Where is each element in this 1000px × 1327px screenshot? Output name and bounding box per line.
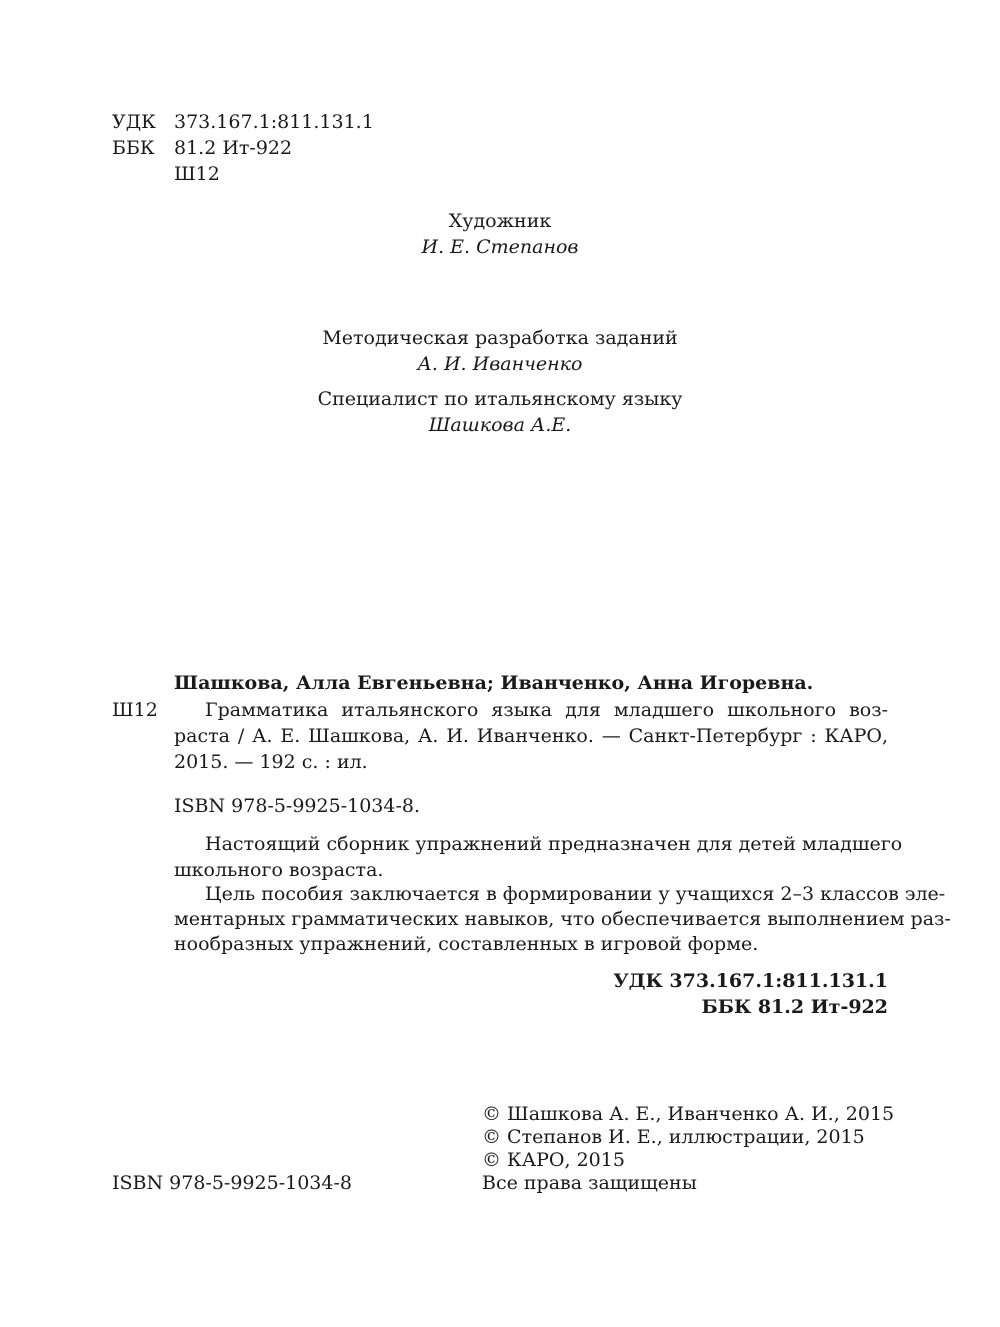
author-mark-top: Ш12 <box>174 163 220 185</box>
annotation-p1-line1: Настоящий сборник упражнений предназначен для детей младшего <box>205 833 903 855</box>
bbk-line <box>112 135 292 161</box>
copyright-1: © Шашкова А. Е., Иванченко А. И., 2015 <box>482 1103 895 1125</box>
bbk-label: ББК <box>112 137 155 159</box>
title-line-1: Грамматика итальянского языка для младшего школьного воз- <box>205 699 888 721</box>
bbk-bold: ББК 81.2 Ит-922 <box>701 996 888 1018</box>
annotation-p2-line1: Цель пособия заключается в формировании у учащихся 2–3 классов эле- <box>205 883 946 905</box>
udk-line <box>112 109 374 135</box>
footer-isbn: ISBN 978-5-9925-1034-8 <box>112 1172 352 1194</box>
udk-value: 373.167.1:811.131.1 <box>174 111 374 133</box>
methodology-role: Методическая разработка заданий <box>322 327 678 349</box>
specialist-role: Специалист по итальянскому языку <box>317 388 683 410</box>
title-line-2: раста / А. Е. Шашкова, А. И. Иванченко. — Санкт-Петербург : КАРО, <box>174 725 888 747</box>
udk-label: УДК <box>112 111 156 133</box>
copyright-3: © КАРО, 2015 <box>482 1149 625 1171</box>
title-line-3: 2015. — 192 с. : ил. <box>174 751 368 773</box>
artist-name: И. Е. Степанов <box>421 236 579 258</box>
copyright-2: © Степанов И. Е., иллюстрации, 2015 <box>482 1126 865 1148</box>
specialist-name: Шашкова А.Е. <box>428 414 572 436</box>
methodology-name: А. И. Иванченко <box>417 353 583 375</box>
author-mark-catalog: Ш12 <box>112 699 158 721</box>
udk-bold: УДК 373.167.1:811.131.1 <box>613 970 888 992</box>
bbk-value: 81.2 Ит-922 <box>174 137 293 159</box>
authors-heading: Шашкова, Алла Евгеньевна; Иванченко, Анна Игоревна. <box>174 672 814 694</box>
rights-reserved: Все права защищены <box>482 1172 697 1194</box>
annotation-p2-line2: ментарных грамматических навыков, что обеспечивается выполнением раз- <box>174 908 951 930</box>
annotation-p2-line3: нообразных упражнений, составленных в игровой форме. <box>174 933 759 955</box>
annotation-p1-line2: школьного возраста. <box>174 859 384 881</box>
catalog-isbn: ISBN 978-5-9925-1034-8. <box>174 795 421 817</box>
artist-role: Художник <box>448 210 552 232</box>
